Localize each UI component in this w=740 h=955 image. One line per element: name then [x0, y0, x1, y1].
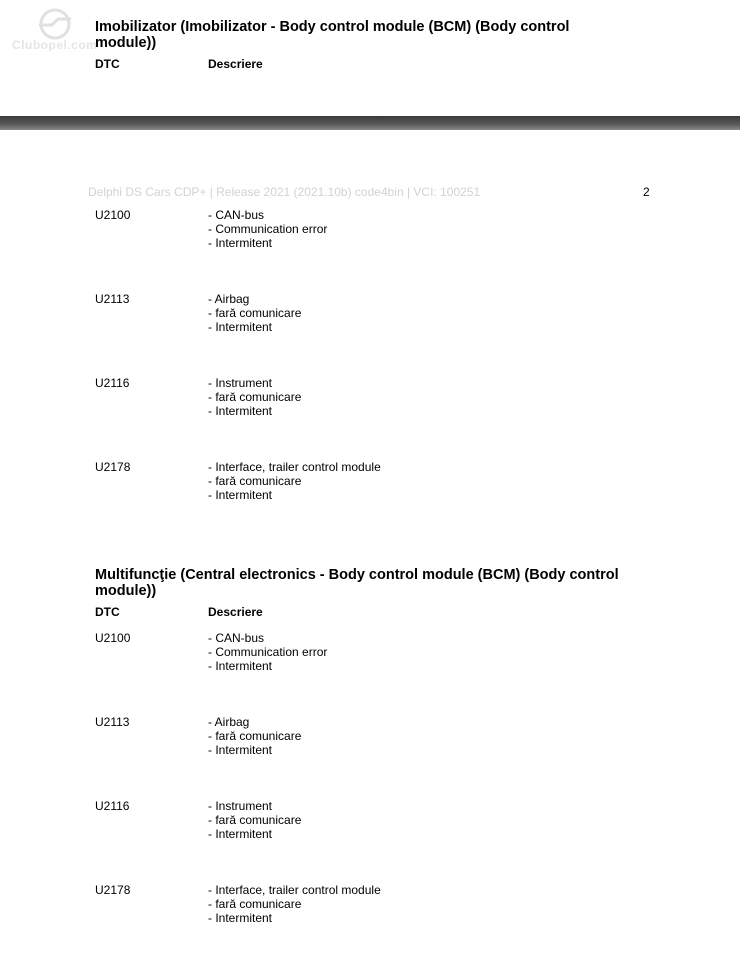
description-line: - Interface, trailer control module [208, 460, 381, 474]
description-line: - fară comunicare [208, 474, 302, 488]
club-logo-watermark [12, 8, 98, 58]
section1-col-dtc: DTC [95, 57, 120, 71]
dtc-code: U2116 [95, 376, 130, 390]
opel-logo-icon [37, 8, 73, 40]
description-line: - Intermitent [208, 488, 273, 502]
dtc-code: U2178 [95, 883, 131, 897]
section1-title: Imobilizator (Imobilizator - Body control module (BCM) (Body control module)) [95, 19, 570, 51]
description-line: - Interface, trailer control module [208, 883, 381, 897]
description-line: - fară comunicare [208, 729, 302, 743]
page-2 [0, 130, 740, 955]
dtc-code: U2100 [95, 631, 131, 645]
description-line: - Intermitent [208, 743, 273, 757]
description-line: - Airbag [208, 292, 250, 306]
dtc-code: U2100 [95, 208, 131, 222]
description-line: - fară comunicare [208, 390, 302, 404]
dtc-description [208, 715, 301, 757]
page-separator [0, 116, 740, 130]
description-line: - Instrument [208, 799, 273, 813]
description-line: - Intermitent [208, 659, 273, 673]
description-line: - Instrument [208, 376, 273, 390]
dtc-description [208, 631, 327, 673]
dtc-description [208, 292, 301, 334]
dtc-description [208, 799, 301, 841]
description-line: - Airbag [208, 715, 250, 729]
dtc-code: U2178 [95, 460, 131, 474]
description-line: - CAN-bus [208, 631, 265, 645]
description-line: - Intermitent [208, 827, 273, 841]
page-footer: Delphi DS Cars CDP+ | Release 2021 (2021.10b) code4bin | VCI: 100251 [88, 185, 481, 199]
description-line: - fară comunicare [208, 813, 302, 827]
description-line: - fară comunicare [208, 306, 302, 320]
description-line: - CAN-bus [208, 208, 265, 222]
description-line: - Intermitent [208, 236, 273, 250]
dtc-code: U2116 [95, 799, 130, 813]
section2-title: Multifuncţie (Central electronics - Body control module (BCM) (Body control module)) [95, 567, 619, 599]
dtc-description [208, 460, 381, 502]
dtc-description [208, 883, 381, 925]
section2-col-dtc: DTC [95, 605, 120, 619]
description-line: - Communication error [208, 645, 328, 659]
dtc-code: U2113 [95, 292, 130, 306]
description-line: - Communication error [208, 222, 328, 236]
description-line: - Intermitent [208, 911, 273, 925]
dtc-code: U2113 [95, 715, 130, 729]
description-line: - Intermitent [208, 320, 273, 334]
section1-col-desc: Descriere [208, 57, 263, 71]
dtc-description [208, 208, 327, 250]
description-line: - fară comunicare [208, 897, 302, 911]
description-line: - Intermitent [208, 404, 273, 418]
section2-col-desc: Descriere [208, 605, 263, 619]
previous-page [0, 0, 740, 116]
page-number: 2 [643, 185, 650, 199]
logo-text: Clubopel.com [12, 38, 98, 52]
dtc-description [208, 376, 301, 418]
